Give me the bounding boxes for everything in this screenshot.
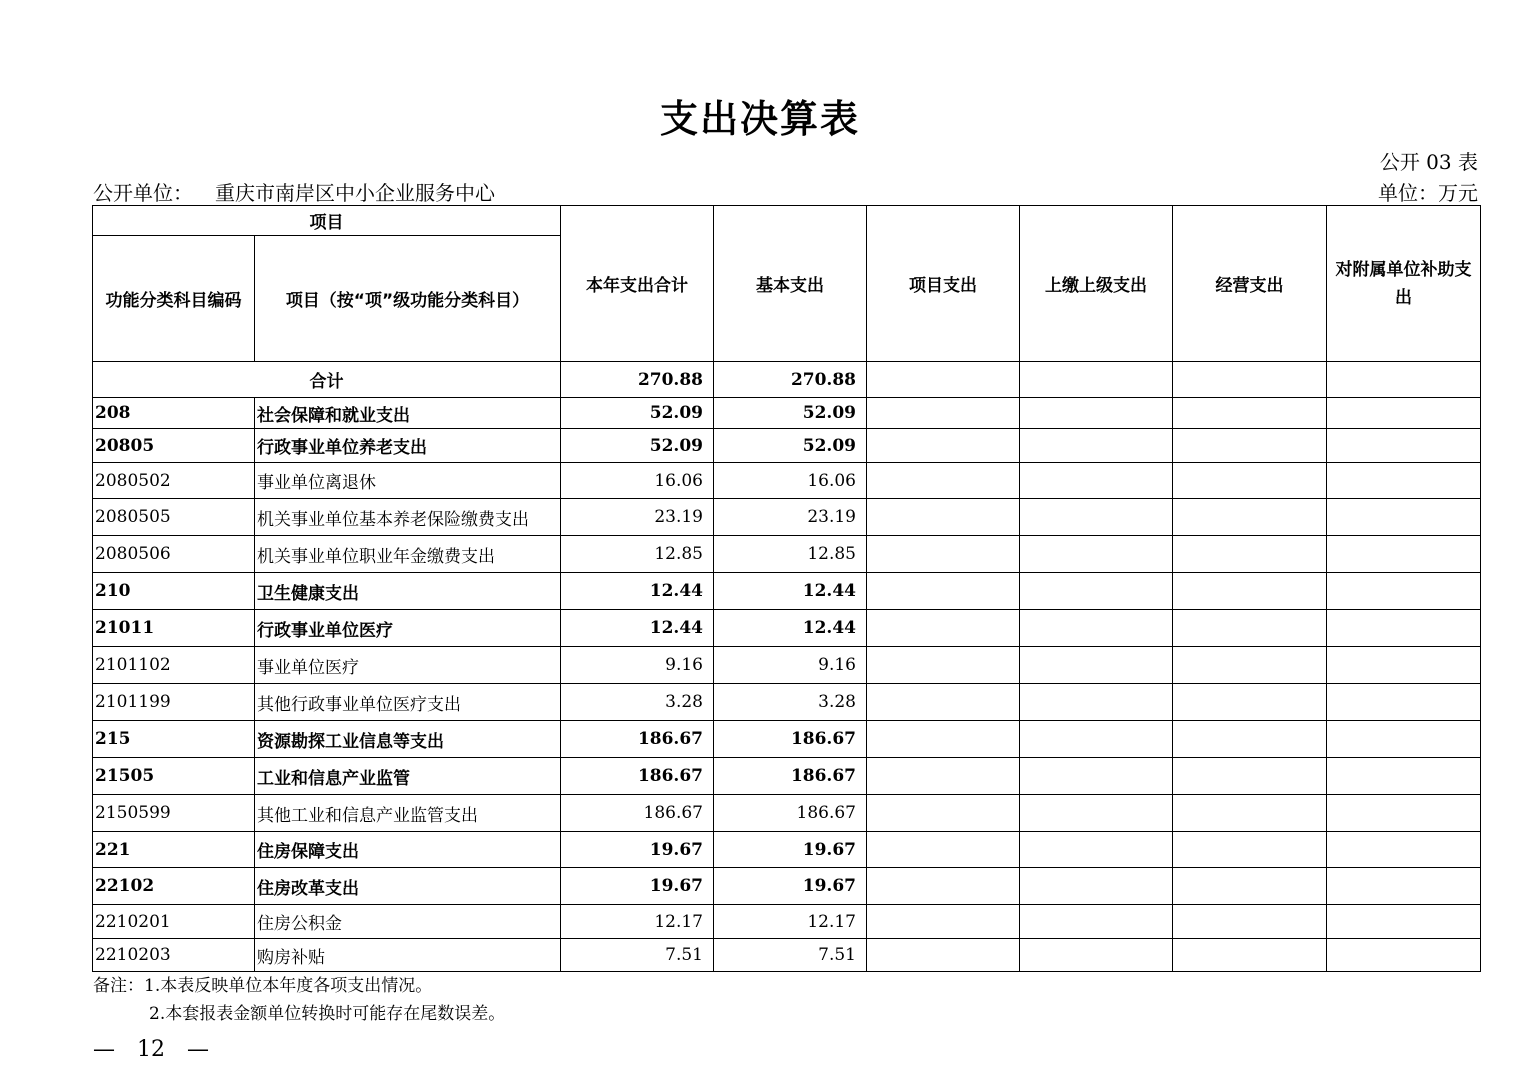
row-name: 卫生健康支出 <box>255 573 561 610</box>
row-basic: 52.09 <box>714 398 867 429</box>
row-name: 住房保障支出 <box>255 832 561 868</box>
table-row <box>93 398 1481 429</box>
row-total: 186.67 <box>561 795 714 832</box>
table-row <box>93 684 1481 721</box>
row-name: 住房改革支出 <box>255 868 561 905</box>
table-row <box>93 610 1481 647</box>
row-basic: 12.44 <box>714 573 867 610</box>
row-code: 2080505 <box>93 499 255 536</box>
row-name: 资源勘探工业信息等支出 <box>255 721 561 758</box>
table-row <box>93 463 1481 499</box>
row-code: 2080502 <box>93 463 255 499</box>
row-code: 208 <box>93 398 255 429</box>
total-row <box>93 362 1481 398</box>
org-name: 重庆市南岸区中小企业服务中心 <box>215 181 495 205</box>
row-code: 21505 <box>93 758 255 795</box>
total-basic: 270.88 <box>714 362 867 398</box>
row-name: 其他工业和信息产业监管支出 <box>255 795 561 832</box>
row-total: 186.67 <box>561 721 714 758</box>
row-total: 12.85 <box>561 536 714 573</box>
row-name: 事业单位离退休 <box>255 463 561 499</box>
row-code: 215 <box>93 721 255 758</box>
row-basic: 52.09 <box>714 429 867 463</box>
expenditure-table <box>92 205 1481 972</box>
notes <box>93 972 505 1028</box>
table-row <box>93 939 1481 972</box>
table-row <box>93 573 1481 610</box>
row-name: 工业和信息产业监管 <box>255 758 561 795</box>
row-code: 21011 <box>93 610 255 647</box>
table-row <box>93 721 1481 758</box>
row-basic: 12.44 <box>714 610 867 647</box>
header-name: 项目（按“项”级功能分类科目） <box>255 236 561 362</box>
row-basic: 12.17 <box>714 905 867 939</box>
header-group: 项目 <box>93 206 561 236</box>
header-project: 项目支出 <box>867 206 1020 362</box>
table-row <box>93 429 1481 463</box>
table-row <box>93 905 1481 939</box>
row-total: 9.16 <box>561 647 714 684</box>
note-2: 2.本套报表金额单位转换时可能存在尾数误差。 <box>149 1004 506 1024</box>
row-basic: 9.16 <box>714 647 867 684</box>
row-total: 23.19 <box>561 499 714 536</box>
table-row <box>93 795 1481 832</box>
table-row <box>93 832 1481 868</box>
row-name: 行政事业单位医疗 <box>255 610 561 647</box>
table-code: 公开 03 表 <box>1379 150 1478 174</box>
row-basic: 3.28 <box>714 684 867 721</box>
row-code: 2210201 <box>93 905 255 939</box>
row-name: 社会保障和就业支出 <box>255 398 561 429</box>
row-total: 52.09 <box>561 429 714 463</box>
header-business: 经营支出 <box>1173 206 1327 362</box>
row-name: 购房补贴 <box>255 939 561 972</box>
row-name: 机关事业单位职业年金缴费支出 <box>255 536 561 573</box>
row-code: 20805 <box>93 429 255 463</box>
row-code: 2101199 <box>93 684 255 721</box>
row-basic: 186.67 <box>714 758 867 795</box>
row-code: 2080506 <box>93 536 255 573</box>
row-code: 2210203 <box>93 939 255 972</box>
table-row <box>93 536 1481 573</box>
row-basic: 19.67 <box>714 832 867 868</box>
row-name: 机关事业单位基本养老保险缴费支出 <box>255 499 561 536</box>
row-total: 19.67 <box>561 832 714 868</box>
row-name: 事业单位医疗 <box>255 647 561 684</box>
row-basic: 186.67 <box>714 721 867 758</box>
row-code: 210 <box>93 573 255 610</box>
header-total: 本年支出合计 <box>561 206 714 362</box>
row-basic: 19.67 <box>714 868 867 905</box>
row-name: 住房公积金 <box>255 905 561 939</box>
row-basic: 12.85 <box>714 536 867 573</box>
unit-line <box>93 177 1478 206</box>
header-code: 功能分类科目编码 <box>93 236 255 362</box>
row-total: 52.09 <box>561 398 714 429</box>
row-total: 186.67 <box>561 758 714 795</box>
row-total: 12.17 <box>561 905 714 939</box>
table-row <box>93 647 1481 684</box>
row-code: 2101102 <box>93 647 255 684</box>
row-total: 3.28 <box>561 684 714 721</box>
header-basic: 基本支出 <box>714 206 867 362</box>
row-basic: 7.51 <box>714 939 867 972</box>
row-name: 行政事业单位养老支出 <box>255 429 561 463</box>
table-row <box>93 499 1481 536</box>
row-total: 7.51 <box>561 939 714 972</box>
table-row <box>93 758 1481 795</box>
row-name: 其他行政事业单位医疗支出 <box>255 684 561 721</box>
row-code: 22102 <box>93 868 255 905</box>
row-basic: 23.19 <box>714 499 867 536</box>
row-total: 12.44 <box>561 573 714 610</box>
row-basic: 186.67 <box>714 795 867 832</box>
row-code: 221 <box>93 832 255 868</box>
row-basic: 16.06 <box>714 463 867 499</box>
total-total: 270.88 <box>561 362 714 398</box>
note-1: 备注：1.本表反映单位本年度各项支出情况。 <box>93 976 433 996</box>
row-total: 16.06 <box>561 463 714 499</box>
total-label: 合计 <box>93 362 561 398</box>
row-code: 2150599 <box>93 795 255 832</box>
org-label: 公开单位： <box>93 181 193 205</box>
row-total: 19.67 <box>561 868 714 905</box>
header-subsidy: 对附属单位补助支出 <box>1327 206 1481 362</box>
unit-label: 单位：万元 <box>1378 181 1478 205</box>
page-title: 支出决算表 <box>659 97 860 141</box>
row-total: 12.44 <box>561 610 714 647</box>
table-row <box>93 868 1481 905</box>
page-number: — 12 — <box>93 1037 209 1062</box>
header-upper: 上缴上级支出 <box>1020 206 1173 362</box>
